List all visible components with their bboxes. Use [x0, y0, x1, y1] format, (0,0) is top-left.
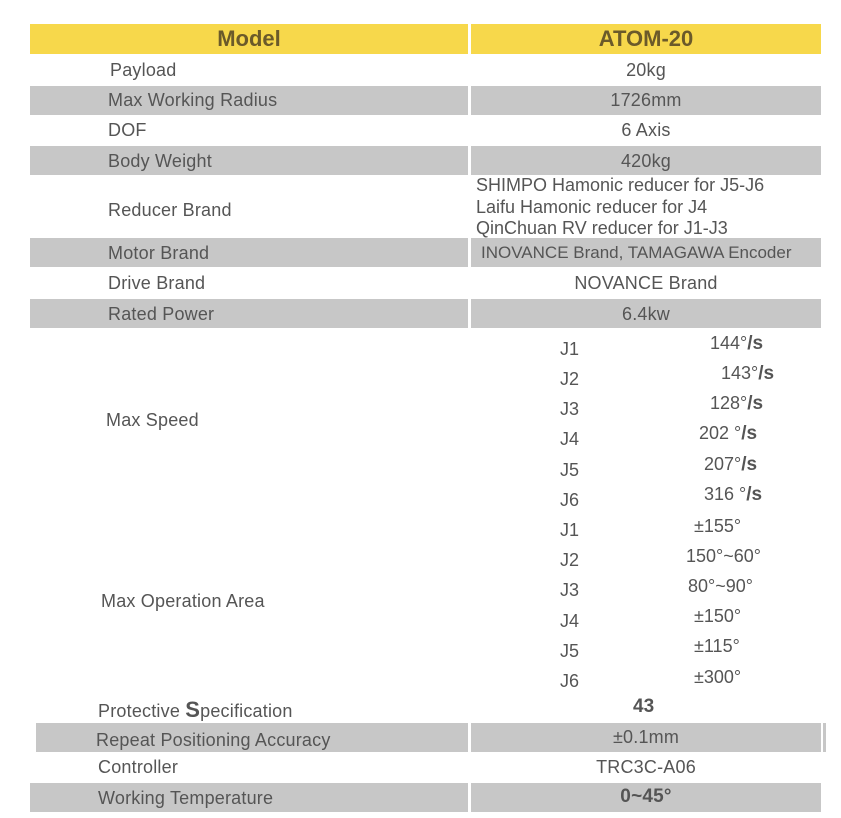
power-value: 6.4kw: [621, 304, 671, 324]
dof-value: 6 Axis: [621, 120, 671, 140]
area-joint-j5: J5: [560, 641, 580, 661]
speed-unit: /s: [758, 363, 775, 384]
area-value-j4: ±150°: [694, 606, 742, 626]
drive-label: Drive Brand: [108, 273, 206, 293]
speed-joint-j6: J6: [560, 490, 580, 510]
drive-value: NOVANCE Brand: [574, 273, 718, 293]
protective-label: Protective Specification: [98, 697, 293, 722]
header-model-value: ATOM-20: [598, 26, 694, 51]
weight-value: 420kg: [620, 151, 672, 171]
dof-label: DOF: [108, 120, 147, 140]
protective-value: 43: [633, 696, 655, 717]
controller-label: Controller: [98, 757, 179, 777]
area-joint-j2: J2: [560, 550, 580, 570]
right-edge-mark: [823, 723, 826, 752]
accuracy-label: Repeat Positioning Accuracy: [96, 730, 331, 750]
speed-value-j2: 143°/s: [721, 363, 775, 384]
area-value-j2: 150°~60°: [686, 546, 761, 566]
speed-value-j3: 128°/s: [710, 393, 764, 414]
speed-joint-j5: J5: [560, 460, 580, 480]
power-label: Rated Power: [108, 304, 215, 324]
area-value-j3: 80°~90°: [688, 576, 753, 596]
weight-label: Body Weight: [108, 151, 212, 171]
radius-label: Max Working Radius: [108, 90, 278, 110]
speed-value-j4: 202 °/s: [699, 423, 758, 444]
payload-label: Payload: [110, 60, 177, 80]
area-joint-j3: J3: [560, 580, 580, 600]
column-divider: [468, 238, 471, 267]
radius-value: 1726mm: [610, 90, 682, 110]
motor-value: INOVANCE Brand, TAMAGAWA Encoder: [481, 243, 792, 262]
motor-label: Motor Brand: [108, 243, 210, 263]
accuracy-value: ±0.1mm: [612, 727, 680, 747]
speed-unit: /s: [747, 393, 764, 414]
header-model-label: Model: [217, 26, 281, 51]
area-joint-j4: J4: [560, 611, 580, 631]
max-speed-label: Max Speed: [106, 410, 199, 430]
speed-joint-j1: J1: [560, 339, 580, 359]
speed-value-j6: 316 °/s: [704, 484, 763, 505]
area-value-j5: ±115°: [694, 636, 740, 656]
speed-value-j1: 144°/s: [710, 333, 764, 354]
speed-unit: /s: [746, 484, 763, 505]
speed-unit: /s: [741, 423, 758, 444]
max-operation-area-label: Max Operation Area: [101, 591, 265, 611]
reducer-line-3: QinChuan RV reducer for J1-J3: [476, 218, 728, 238]
controller-value: TRC3C-A06: [596, 757, 696, 777]
reducer-line-1: SHIMPO Hamonic reducer for J5-J6: [476, 175, 765, 195]
speed-unit: /s: [741, 454, 758, 475]
area-value-j1: ±155°: [694, 516, 742, 536]
area-value-j6: ±300°: [694, 667, 742, 687]
area-joint-j1: J1: [560, 520, 580, 540]
speed-unit: /s: [747, 333, 764, 354]
speed-value-j5: 207°/s: [704, 454, 758, 475]
temperature-value: 0~45°: [620, 786, 672, 807]
reducer-line-2: Laifu Hamonic reducer for J4: [476, 197, 708, 217]
temperature-label: Working Temperature: [98, 788, 274, 808]
area-joint-j6: J6: [560, 671, 580, 691]
speed-joint-j2: J2: [560, 369, 580, 389]
payload-value: 20kg: [626, 60, 666, 80]
reducer-label: Reducer Brand: [108, 200, 232, 220]
speed-joint-j4: J4: [560, 429, 580, 449]
speed-joint-j3: J3: [560, 399, 580, 419]
